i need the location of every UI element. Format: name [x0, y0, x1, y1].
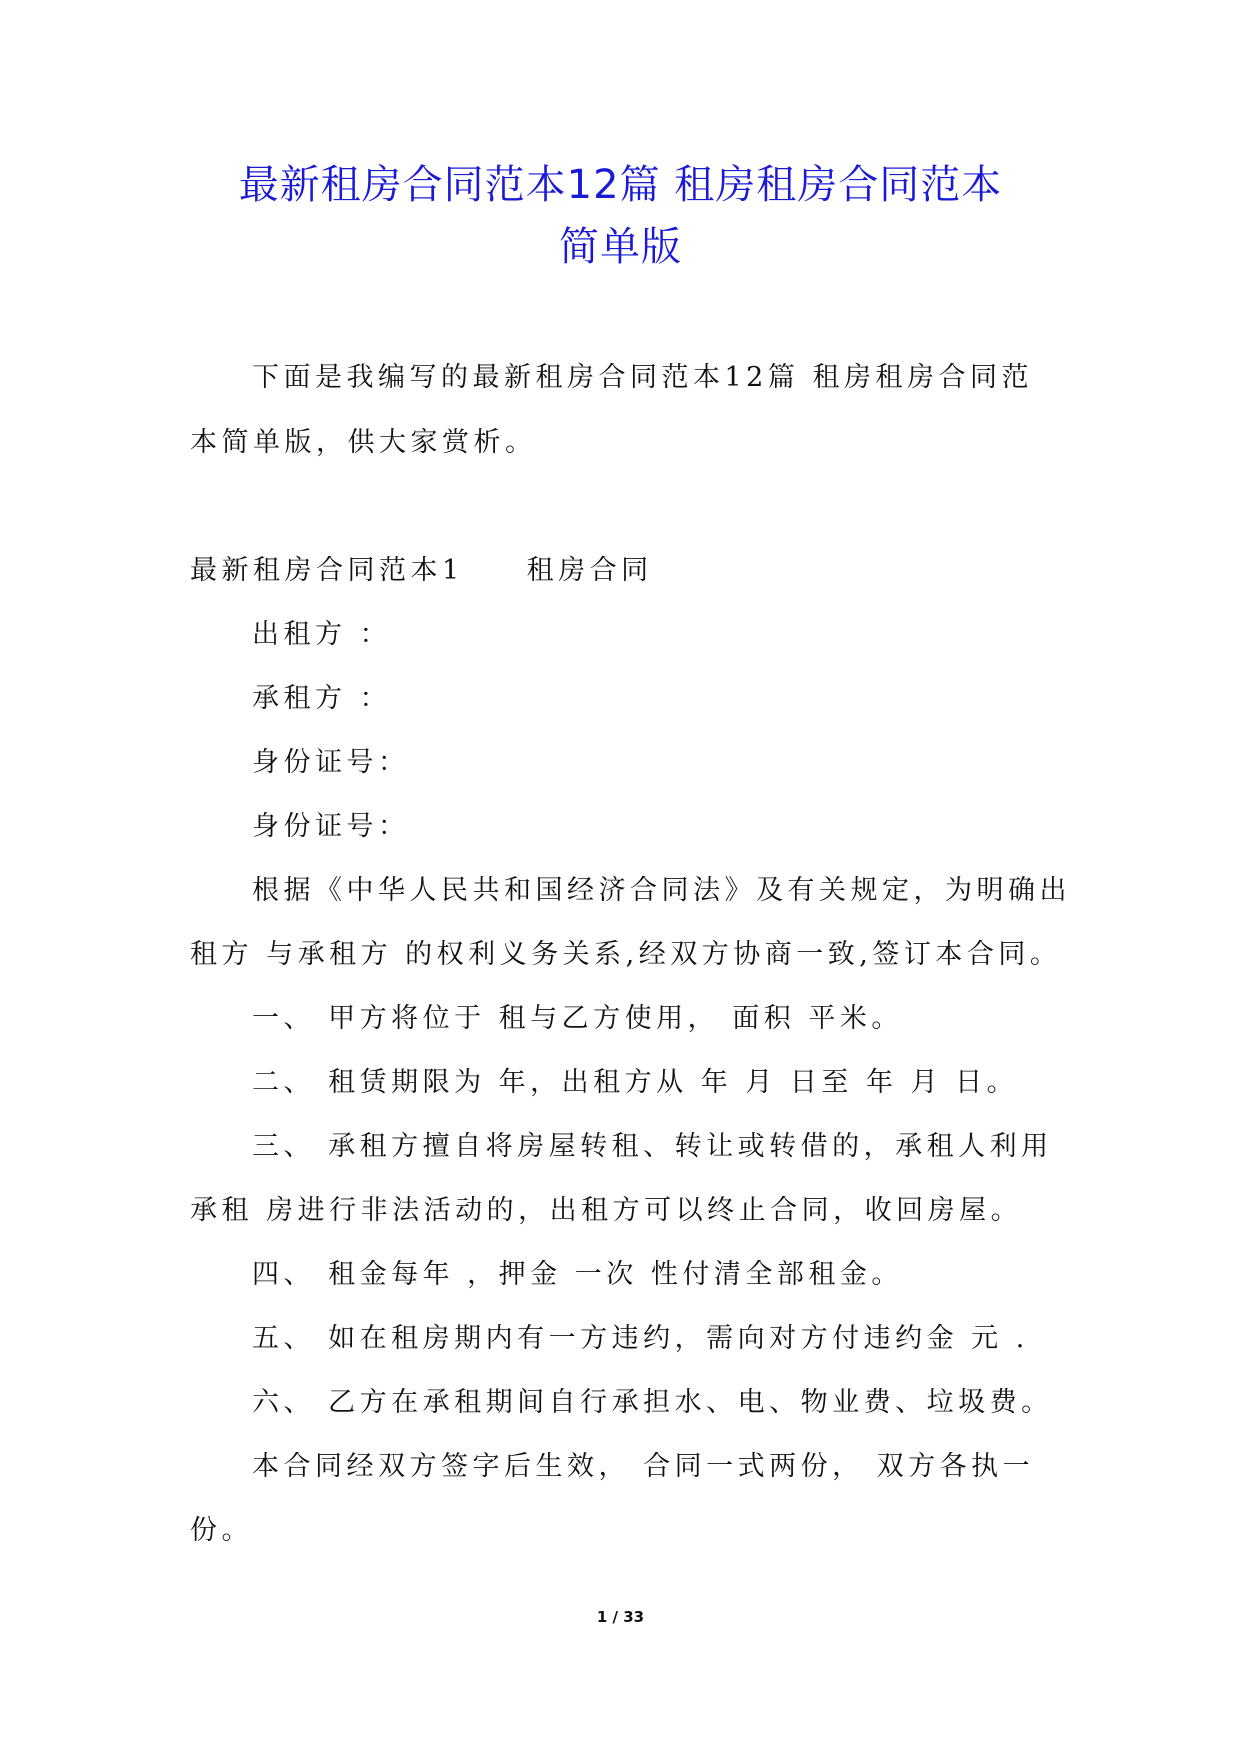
clause-1: 一、 甲方将位于 租与乙方使用， 面积 平米。 — [252, 1003, 903, 1034]
clause-5: 五、 如在租房期内有一方违约，需向对方付违约金 元 . — [252, 1323, 1029, 1354]
lessor-field: 出租方 ： — [252, 619, 392, 650]
clause-2: 二、 租赁期限为 年，出租方从 年 月 日至 年 月 日。 — [252, 1067, 1019, 1098]
id-number-field-2: 身份证号： — [252, 811, 410, 842]
clause-4: 四、 租金每年 ，押金 一次 性付清全部租金。 — [252, 1259, 903, 1290]
intro-paragraph-line2: 本简单版，供大家赏析。 — [190, 427, 537, 458]
clause-3-line1: 三、 承租方擅自将房屋转租、转让或转借的，承租人利用 — [252, 1131, 1053, 1162]
id-number-field-1: 身份证号： — [252, 747, 410, 778]
clause-6: 六、 乙方在承租期间自行承担水、电、物业费、垃圾费。 — [252, 1387, 1053, 1418]
basis-paragraph-line2: 租方 与承租方 的权利义务关系,经双方协商一致,签订本合同。 — [190, 939, 1062, 970]
lessee-field: 承租方 ： — [252, 683, 392, 714]
effect-paragraph-line1: 本合同经双方签字后生效， 合同一式两份， 双方各执一 — [252, 1451, 1035, 1482]
clause-3-line2: 承租 房进行非法活动的，出租方可以终止合同，收回房屋。 — [190, 1195, 1023, 1226]
section-heading: 最新租房合同范本1 租房合同 — [190, 555, 653, 586]
document-title-line1: 最新租房合同范本12篇 租房租房合同范本 — [238, 162, 1003, 208]
document-title-line2: 简单版 — [559, 224, 682, 270]
effect-paragraph-line2: 份。 — [190, 1515, 253, 1546]
basis-paragraph-line1: 根据《中华人民共和国经济合同法》及有关规定，为明确出 — [252, 875, 1071, 906]
page-number: 1 / 33 — [596, 1608, 645, 1626]
intro-paragraph-line1: 下面是我编写的最新租房合同范本12篇 租房租房合同范 — [252, 362, 1033, 393]
